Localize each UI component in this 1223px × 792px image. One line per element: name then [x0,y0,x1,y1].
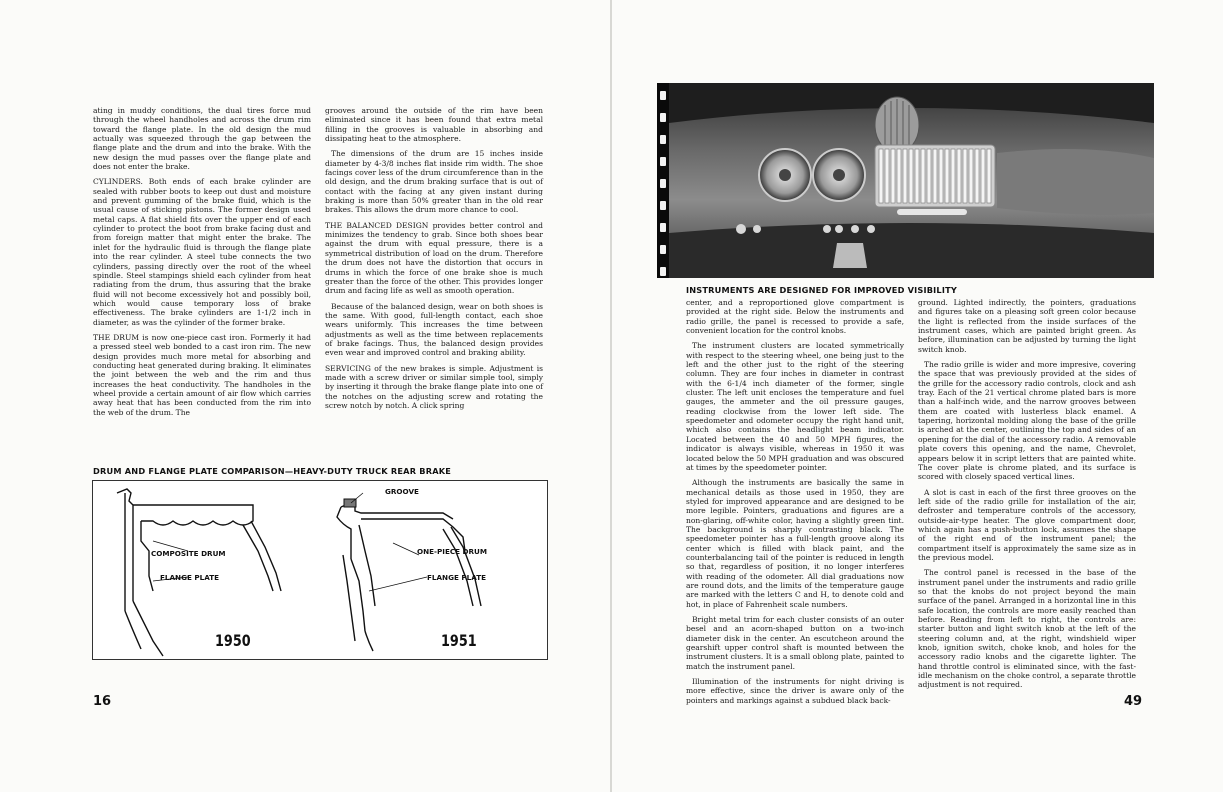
right-column-1 [686,298,904,711]
drum-profile-right [341,501,453,519]
dashboard-illustration [657,83,1154,278]
paragraph: The instrument clusters are located symmetrically with respect to the steering wheel, one being just to the left and the other just to the right of the steering column. They are four inches in diameter in contrast with the 6-1/4 inch diameter of the former, single cluster. The left unit encloses the temperature and fuel gauges, the ammeter and the oil pressure gauges, reading clockwise from the lower left side. The speedometer and odometer occupy the right hand unit, which also contains the headlight beam indicator. Located between the 40 and 50 MPH figures, the indicator is always visible, whereas in 1950 it was located below the 50 MPH graduation and was obscured at times by the speedometer pointer. [686,341,904,472]
paragraph: The dimensions of the drum are 15 inches inside diameter by 4-3/8 inches flat inside rim width. The shoe facings cover less of the drum circumference than in the old design, and the drum braking surface that is out of contact with the facing at any given instant during braking is more than 50% greater than in the old rear brakes. This allows the drum more chance to cool. [325,149,543,215]
paragraph-cylinders: CYLINDERS. Both ends of each brake cylinder are sealed with rubber boots to keep out dust and moisture and prevent gumming of the brake fluid, which is the usual cause of sticking pistons. The former design used metal caps. A flat shield fits over the upper end of each cylinder to protect the boot from brake facing dust and from foreign matter that might enter the brake. The inlet for the hydraulic fluid is through the flange plate into the rear cylinder. A steel tube connects the two cylinders, passing directly over the root of the wheel spindle. Steel stampings shield each cylinder from heat radiating from the drum, thus assuring that the brake fluid will not become excessively hot and possibly boil, which would cause temporary loss of brake effectiveness. The brake cylinders are 1-1/2 inch in diameter, as was the cylinder of the former brake. [93,177,311,327]
year-1950: 1950 [215,631,251,650]
paragraph-drum: THE DRUM is now one-piece cast iron. Formerly it had a pressed steel web bonded to a cast iron rim. The new design provides much more metal for absorbing and conducting heat generated during braking. It eliminates the joint between the web and the rim and thus increases the heat conductivity. The handholes in the wheel provide a certain amount of air flow which carries away heat that has been conducted from the rim into the web of the drum. The [93,332,311,417]
photo-caption: INSTRUMENTS ARE DESIGNED FOR IMPROVED VISIBILITY [686,285,957,295]
film-strip-edge [657,83,669,278]
paragraph-balanced-design: THE BALANCED DESIGN provides better control and minimizes the tendency to grab. Since both shoes bear against the drum with equal pressure, there is a symmetrical distribution of load on the drum. Therefore the drum does not have the distortion that occurs in drums in which the force of one brake shoe is much greater than the force of the other. This provides longer drum and facing life as well as smooth operation. [325,220,543,296]
year-1951: 1951 [441,631,477,650]
label-flange-plate-right: FLANGE PLATE [427,573,487,582]
paragraph: center, and a reproportioned glove compartment is provided at the right side. Below the instruments and radio grille, the panel is recessed to provide a safe, convenient location for the control knobs. [686,298,904,336]
brake-drum-figure [92,480,548,660]
paragraph: Illumination of the instruments for night driving is more effective, since the driver is aware only of the pointers and markings against a subdued black back- [686,677,904,705]
paragraph: The radio grille is wider and more impresive, covering the space that was previously provided at the sides of the grille for the accessory radio controls, clock and ash tray. Each of the 21 vertical chrome plated bars is more than a half-inch wide, and the narrow grooves between them are coated with lusterless black enamel. A tapering, horizontal molding along the base of the grille is arched at the center, outlining the top and sides of an opening for the dial of the accessory radio. A removable plate covers this opening, and the name, Chevrolet, appears below it in script letters that are painted white. The cover plate is chrome plated, and its surface is scored with closely spaced vertical lines. [918,360,1136,482]
paragraph-servicing: SERVICING of the new brakes is simple. Adjustment is made with a screw driver or similar simple tool, simply by inserting it through the brake flange plate into one of the notches on the adjusting screw and rotating the screw notch by notch. A click spring [325,363,543,410]
page-number-left: 16 [93,694,112,709]
label-flange-plate-left: FLANGE PLATE [160,573,220,582]
right-column-2 [918,298,1136,696]
paragraph: Although the instruments are basically the same in mechanical details as those used in 1950, they are styled for improved appearance and are designed to be more legible. Pointers, graduations and figures are a non-glaring, off-white color, having a slightly green tint. The background is sharply contrasting black. The speedometer pointer has a full-length groove along its center which is filled with black paint, and the counterbalancing tail of the pointer is reduced in length so that, regardless of position, it no longer interferes with reading of the odometer. All dial graduations now are round dots, and the limits of the temperature gauge are marked with the letters C and H, to denote cold and hot, in place of Fahrenheit scale numbers. [686,478,904,609]
paragraph: The control panel is recessed in the base of the instrument panel under the instruments and radio grille so that the knobs do not project beyond the main surface of the panel. Arranged in a horizontal line in this safe location, the controls are more easily reached than before. Reading from left to right, the controls are: starter button and light switch knob at the left of the steering column and, at the right, windshield wiper knob, ignition switch, choke knob, and holes for the accessory radio knobs and the cigarette lighter. The hand throttle control is eliminated since, with the fast-idle mechanism on the choke control, a separate throttle adjustment is not required. [918,568,1136,690]
paragraph: Bright metal trim for each cluster consists of an outer besel and an acorn-shaped button on a two-inch diameter disk in the center. An escutcheon around the gearshift upper control shaft is mounted between the instrument clusters. It is a small oblong plate, painted to match the instrument panel. [686,615,904,671]
label-composite-drum: COMPOSITE DRUM [151,549,226,558]
brake-drum-diagram [93,481,547,659]
label-one-piece-drum: ONE-PIECE DRUM [417,547,488,556]
figure-caption: DRUM AND FLANGE PLATE COMPARISON—HEAVY-DUTY TRUCK REAR BRAKE [93,466,452,476]
instrument-panel-photo [657,83,1154,278]
label-groove: GROOVE [385,487,419,496]
page-number-right: 49 [1124,694,1143,709]
paragraph: ground. Lighted indirectly, the pointers, graduations and figures take on a pleasing soft green color because the light is reflected from the inside surfaces of the instrument cases, which are painted bright green. As before, illumination can be adjusted by turning the light switch knob. [918,298,1136,354]
paragraph: ating in muddy conditions, the dual tires force mud through the wheel handholes and across the drum rim toward the flange plate. In the old design the mud actually was squeezed through the gap between the flange plate and the drum and into the brake. With the new design the mud passes over the flange plate and does not enter the brake. [93,106,311,172]
left-column-1 [93,106,311,423]
paragraph: A slot is cast in each of the first three grooves on the left side of the radio grille for installation of the air, defroster and temperature controls of the accessory, outside-air-type heater. The glove compartment door, which again has a push-button lock, assumes the shape of the right end of the instrument panel; the compartment itself is approximately the same size as in the previous model. [918,487,1136,562]
paragraph: grooves around the outside of the rim have been eliminated since it has been found that extra metal filling in the grooves is valuable in absorbing and dissipating heat to the atmosphere. [325,106,543,144]
page-gutter [610,0,612,792]
paragraph: Because of the balanced design, wear on both shoes is the same. With good, full-length contact, each shoe wears uniformly. This increases the time between adjustments as well as the time between replacements of brake facings. Thus, the balanced design provides even wear and improved control and braking ability. [325,301,543,358]
left-column-2 [325,106,543,416]
